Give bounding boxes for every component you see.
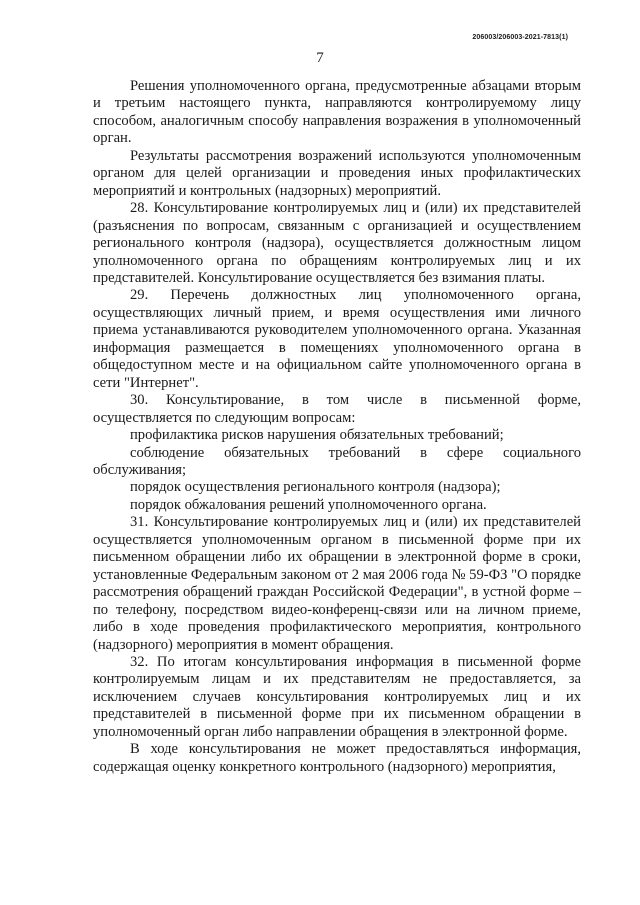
paragraph-30: 30. Консультирование, в том числе в письменной форме, осуществляется по следующим вопросам: [93,392,581,426]
page-number: 7 [316,50,324,66]
paragraph-consultation-limits: В ходе консультирования не может предоставляться информация, содержащая оценку конкретного контрольного (надзорного) мероприятия, [93,741,581,775]
paragraph-31: 31. Консультирование контролируемых лиц и (или) их представителей осуществляется уполномоченным органом в письменной форме при их письменном обращении либо их обращении в электронной форме в сроки, установленные Федеральным законом от 2 мая 2006 года № 59-ФЗ "О порядке рассмотрения обращений граждан Российской Федерации", в устной форме – по телефону, посредством видео-конференц-связи или на личном приеме, либо в ходе проведения профилактического мероприятия, контрольного (надзорного) мероприятия в момент обращения. [93,514,581,653]
paragraph-32: 32. По итогам консультирования информация в письменной форме контролируемым лицам и их представителям не предоставляется, за исключением случаев консультирования контролируемых лиц и их представителей в письменной форме при их письменном обращении в уполномоченный орган либо направлении обращения в электронной форме. [93,653,581,740]
paragraph-objection-results: Результаты рассмотрения возражений используются уполномоченным органом для целей организации и проведения иных профилактических мероприятий и контрольных (надзорных) мероприятий. [93,147,581,199]
document-body [93,78,581,776]
paragraph-29: 29. Перечень должностных лиц уполномоченного органа, осуществляющих личный прием, и время осуществления ими личного приема устанавливаются руководителем уполномоченного органа. Указанная информация размещается в помещениях уполномоченного органа в общедоступном месте и на официальном сайте уполномоченного органа в сети "Интернет". [93,287,581,391]
list-item-risk-prevention: профилактика рисков нарушения обязательных требований; [130,427,504,444]
paragraph-decisions: Решения уполномоченного органа, предусмотренные абзацами вторым и третьим настоящего пункта, направляются контролируемому лицу способом, аналогичным способу направления возражения в уполномоченный орган. [93,78,581,147]
list-item-compliance: соблюдение обязательных требований в сфере социального обслуживания; [93,444,581,478]
document-registration-number: 206003/206003-2021-7813(1) [472,34,568,41]
paragraph-28: 28. Консультирование контролируемых лиц и (или) их представителей (разъяснения по вопросам, связанным с организацией и осуществлением регионального контроля (надзора), осуществляется должностным лицом уполномоченного органа по обращениям контролируемых лиц и их представителей. Консультирование осуществляется без взимания платы. [93,200,581,286]
list-item-appeal-procedure: порядок обжалования решений уполномоченного органа. [130,496,487,513]
list-item-control-procedure: порядок осуществления регионального контроля (надзора); [130,479,501,496]
